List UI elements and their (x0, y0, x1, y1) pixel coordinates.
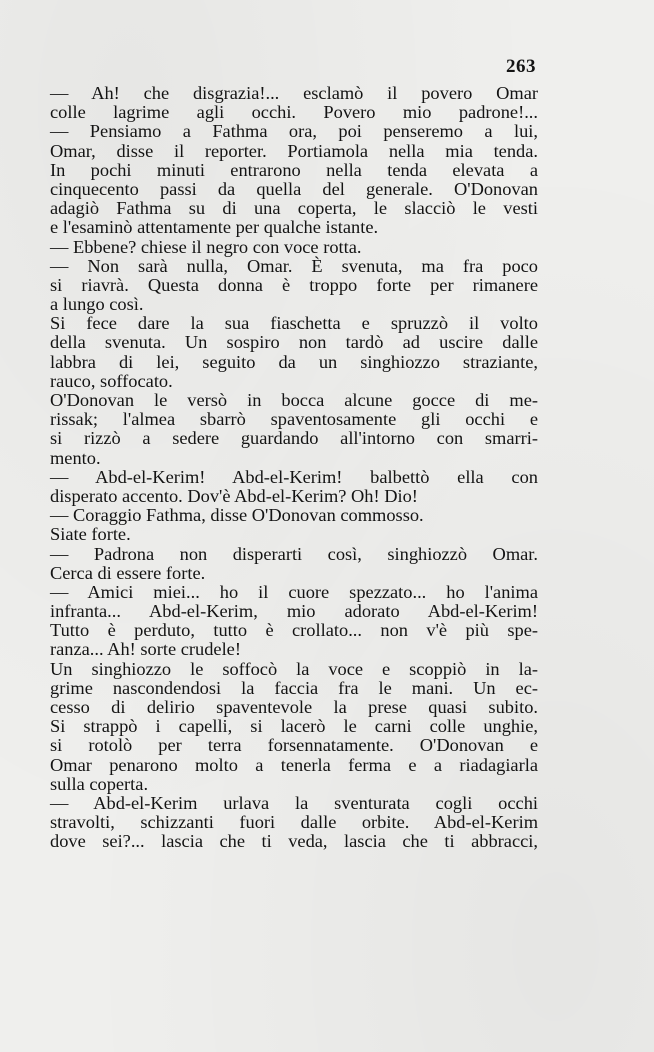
text-line: Un singhiozzo le soffocò la voce e scoppiò in la- (50, 658, 538, 679)
text-line: rauco, soffocato. (50, 370, 173, 391)
body-text (50, 84, 538, 852)
text-line: — Ah! che disgrazia!... esclamò il povero Omar (50, 83, 538, 103)
page-number: 263 (506, 56, 536, 77)
text-line: — Coraggio Fathma, disse O'Donovan commosso. (50, 505, 424, 526)
text-line: infranta... Abd-el-Kerim, mio adorato Abd-el-Kerim! (50, 601, 538, 622)
text-line: O'Donovan le versò in bocca alcune gocce di me- (50, 390, 538, 410)
text-line: si riavrà. Questa donna è troppo forte per rimanere (50, 274, 538, 295)
text-line: labbra di lei, seguito da un singhiozzo straziante, (50, 351, 538, 372)
text-line: Omar penarono molto a tenerla ferma e a riadagiarla (50, 754, 538, 775)
text-line: dove sei?... lascia che ti veda, lascia che ti abbracci, (50, 831, 538, 852)
text-line: — Abd-el-Kerim! Abd-el-Kerim! balbettò ella con (50, 466, 538, 487)
text-line: — Amici miei... ho il cuore spezzato... ho l'anima (50, 581, 538, 602)
text-line: si rotolò per terra forsennatamente. O'Donovan e (50, 735, 538, 756)
text-line: Tutto è perduto, tutto è crollato... non v'è più spe- (50, 620, 538, 641)
text-line: Siate forte. (50, 524, 131, 545)
text-line: In pochi minuti entrarono nella tenda elevata a (50, 159, 538, 180)
text-line: mento. (50, 447, 101, 468)
text-line: — Pensiamo a Fathma ora, poi penseremo a lui, (50, 121, 538, 142)
text-line: — Padrona non disperarti così, singhiozzò Omar. (50, 543, 538, 564)
text-line: si rizzò a sedere guardando all'intorno con smarri- (50, 428, 538, 449)
text-line: a lungo così. (50, 294, 144, 315)
text-line: stravolti, schizzanti fuori dalle orbite. Abd-el-Kerim (50, 812, 538, 833)
text-line: Si strappò i capelli, si lacerò le carni colle unghie, (50, 716, 538, 737)
text-line: grime nascondendosi la faccia fra le mani. Un ec- (50, 677, 538, 698)
text-line: colle lagrime agli occhi. Povero mio padrone!... (50, 102, 538, 123)
text-line: cinquecento passi da quella del generale. O'Donovan (50, 178, 538, 199)
text-line: Cerca di essere forte. (50, 562, 206, 583)
text-line: Omar, disse il reporter. Portiamola nella mia tenda. (50, 140, 538, 161)
text-line: e l'esaminò attentamente per qualche istante. (50, 217, 379, 238)
text-line: Si fece dare la sua fiaschetta e spruzzò il volto (50, 313, 538, 334)
text-line: cesso di delirio spaventevole la prese quasi subito. (50, 697, 538, 717)
text-line: — Abd-el-Kerim urlava la sventurata cogli occhi (50, 792, 538, 813)
text-line: ranza... Ah! sorte crudele! (50, 639, 241, 660)
text-line: sulla coperta. (50, 773, 149, 794)
text-line: disperato accento. Dov'è Abd-el-Kerim? Oh! Dio! (50, 485, 418, 506)
text-line: — Non sarà nulla, Omar. È svenuta, ma fra poco (50, 255, 538, 276)
text-line: adagiò Fathma su di una coperta, le slacciò le vesti (50, 198, 538, 219)
text-line: — Ebbene? chiese il negro con voce rotta. (50, 236, 362, 257)
text-line: della svenuta. Un sospiro non tardò ad uscire dalle (50, 332, 538, 353)
text-line: rissak; l'almea sbarrò spaventosamente gli occhi e (50, 409, 538, 430)
